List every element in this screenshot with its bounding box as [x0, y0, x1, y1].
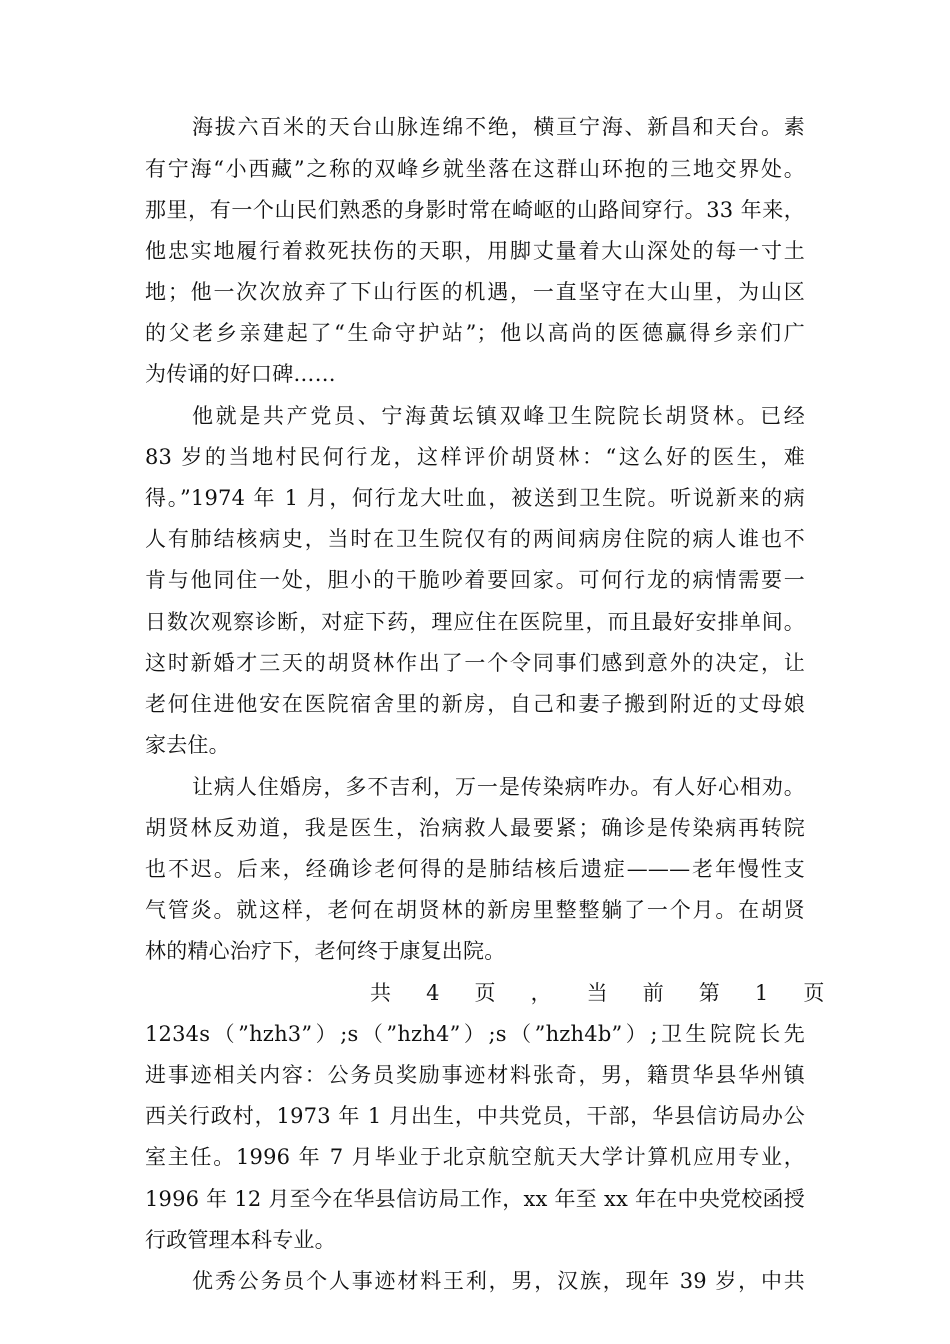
text-line: 为传诵的好口碑…… [145, 362, 336, 386]
text-line: 进事迹相关内容：公务员奖励事迹材料张奇，男，籍贯华县华州镇 [145, 1063, 805, 1087]
text-line: 气管炎。就这样，老何在胡贤林的新房里整整躺了一个月。在胡贤 [145, 898, 805, 922]
text-line: 林的精心治疗下，老何终于康复出院。 [145, 939, 506, 963]
text-line: 地；他一次次放弃了下山行医的机遇，一直坚守在大山里，为山区 [145, 280, 805, 304]
text-line: 海拔六百米的天台山脉连绵不绝，横亘宁海、新昌和天台。素 [192, 115, 805, 139]
text-line: 室主任。1996 年 7 月毕业于北京航空航天大学计算机应用专业， [145, 1145, 805, 1169]
text-line: 肯与他同住一处，胆小的干脆吵着要回家。可何行龙的病情需要一 [145, 568, 805, 592]
text-line: 也不迟。后来，经确诊老何得的是肺结核后遗症———老年慢性支 [145, 857, 805, 881]
text-line: 让病人住婚房，多不吉利，万一是传染病咋办。有人好心相劝。 [192, 775, 805, 799]
text-line: 1996 年 12 月至今在华县信访局工作，xx 年至 xx 年在中央党校函授 [145, 1187, 805, 1211]
text-line: 人有肺结核病史，当时在卫生院仅有的两间病房住院的病人谁也不 [145, 527, 805, 551]
text-line: 优秀公务员个人事迹材料王利，男，汉族，现年 39 岁，中共 [192, 1269, 805, 1293]
text-line: 得。”1974 年 1 月，何行龙大吐血，被送到卫生院。听说新来的病 [145, 486, 805, 510]
text-line: 1234s（”hzh3”）;s（”hzh4”）;s（”hzh4b”）;卫生院院长先 [145, 1022, 805, 1046]
text-line: 83 岁的当地村民何行龙，这样评价胡贤林：“这么好的医生，难 [145, 445, 805, 469]
text-line: 他忠实地履行着救死扶伤的天职，用脚丈量着大山深处的每一寸土 [145, 239, 805, 263]
text-line: 这时新婚才三天的胡贤林作出了一个令同事们感到意外的决定，让 [145, 651, 805, 675]
text-line: 有宁海“小西藏”之称的双峰乡就坐落在这群山环抱的三地交界处。 [145, 157, 805, 181]
text-line: 胡贤林反劝道，我是医生，治病救人最要紧；确诊是传染病再转院 [145, 816, 805, 840]
text-line: 行政管理本科专业。 [145, 1228, 336, 1252]
text-line: 家去住。 [145, 733, 230, 757]
text-line: 老何住进他安在医院宿舍里的新房，自己和妻子搬到附近的丈母娘 [145, 692, 805, 716]
text-line: 西关行政村，1973 年 1 月出生，中共党员，干部，华县信访局办公 [145, 1104, 805, 1128]
text-line: 那里，有一个山民们熟悉的身影时常在崎岖的山路间穿行。33 年来， [145, 198, 805, 222]
text-line: 的父老乡亲建起了“生命守护站”；他以高尚的医德赢得乡亲们广 [145, 321, 805, 345]
page-indicator: 共 4 页 ， 当 前 第 1 页 [370, 981, 825, 1005]
text-line: 他就是共产党员、宁海黄坛镇双峰卫生院院长胡贤林。已经 [192, 404, 805, 428]
text-line: 日数次观察诊断，对症下药，理应住在医院里，而且最好安排单间。 [145, 610, 805, 634]
